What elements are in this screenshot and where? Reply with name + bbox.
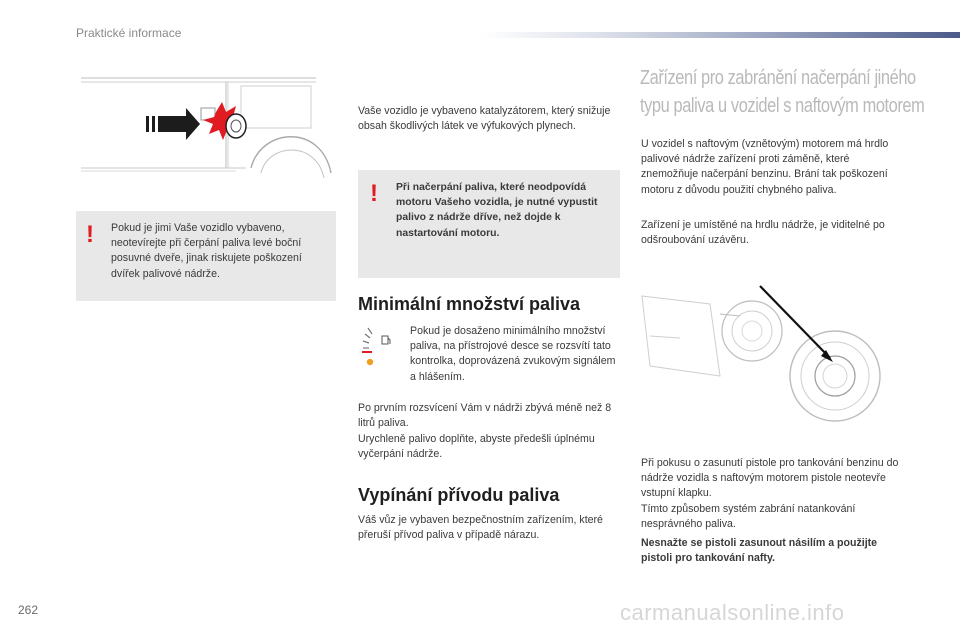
misfuel-paragraph-1: U vozidel s naftovým (vznětovým) motorem má hrdlo palivové nádrže zařízení proti záměně, které znemožňuje načerpání benzinu. Brání tak poškození motoru z důvodu použití chybného paliva. — [641, 138, 889, 196]
warning-icon: ! — [86, 221, 94, 248]
misfuel-paragraph-3: Při pokusu o zasunutí pistole pro tankování benzinu do nádrže vozidla s naftovým motorem pistole neotevře vstupní klapku. — [641, 457, 899, 500]
fuel-gauge-icon — [362, 326, 398, 370]
watermark: carmanualsonline.info — [620, 600, 845, 625]
page-number: 262 — [18, 603, 39, 617]
section-label: Praktické informace — [76, 26, 182, 40]
warning-text: Při načerpání paliva, které neodpovídá motoru Vašeho vozidla, je nutné vypustit palivo z nádrže dříve, než dojde k nastartování motoru. — [396, 182, 598, 239]
fuel-door-illustration — [76, 68, 336, 183]
warning-text: Pokud je jimi Vaše vozidlo vybaveno, neotevírejte při čerpání paliva levé boční posuvné dveře, jinak riskujete poškození dvířek palivové nádrže. — [111, 222, 302, 280]
min-fuel-paragraph-2: Urychleně palivo doplňte, abyste předešli úplnému vyčerpání nádrže. — [358, 433, 595, 461]
misfuel-paragraph-2: Zařízení je umístěné na hrdlu nádrže, je viditelné po odšroubování uzávěru. — [641, 219, 885, 247]
warning-icon: ! — [370, 180, 378, 207]
title-line-2: typu paliva u vozidel s naftovým motorem — [640, 95, 925, 117]
min-fuel-heading: Minimální množství paliva — [358, 294, 581, 314]
title-line-1: Zařízení pro zabránění načerpání jiného — [640, 67, 916, 89]
catalyst-paragraph: Vaše vozidlo je vybaveno katalyzátorem, který snižuje obsah škodlivých látek ve výfukových plynech. — [358, 105, 611, 133]
fuel-cutoff-heading: Vypínání přívodu paliva — [358, 485, 560, 505]
misfuel-paragraph-4: Tímto způsobem systém zabrání natankování nesprávného paliva. — [641, 503, 856, 531]
min-fuel-indicator-text: Pokud je dosaženo minimálního množství paliva, na přístrojové desce se rozsvítí tato kontrolka, doprovázená zvukovým signálem a hlášením. — [410, 325, 616, 383]
warning-box-sliding-door — [76, 211, 336, 301]
misfuel-device-title — [640, 64, 925, 120]
filler-neck-illustration — [640, 276, 902, 426]
fuel-cutoff-paragraph: Váš vůz je vybaven bezpečnostním zařízením, které přeruší přívod paliva v případě nárazu. — [358, 514, 603, 542]
min-fuel-paragraph-1: Po prvním rozsvícení Vám v nádrži zbývá méně než 8 litrů paliva. — [358, 402, 612, 430]
header-bar — [480, 32, 960, 38]
warning-box-wrong-fuel — [358, 170, 620, 278]
misfuel-warning-bold: Nesnažte se pistoli zasunout násilím a použijte pistoli pro tankování nafty. — [641, 537, 878, 565]
